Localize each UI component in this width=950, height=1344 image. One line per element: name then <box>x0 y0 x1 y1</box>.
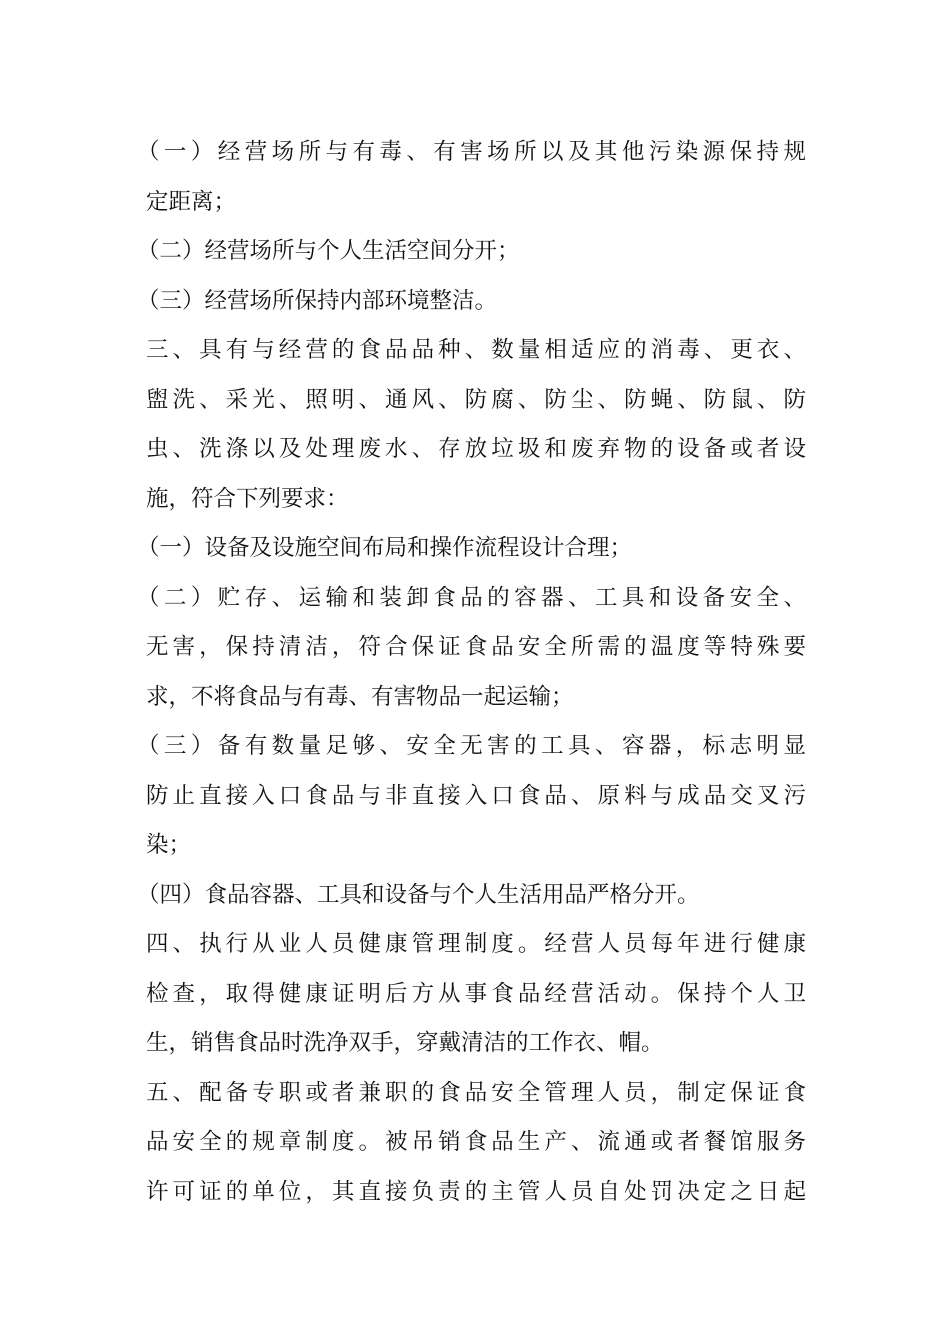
text-line: 无害，保持清洁，符合保证食品安全所需的温度等特殊要 <box>146 634 806 660</box>
text-line: （二）贮存、运输和装卸食品的容器、工具和设备安全、 <box>137 584 806 611</box>
text-line: 定距离； <box>146 188 237 215</box>
text-line: 施，符合下列要求： <box>146 485 349 512</box>
text-line: 盥洗、采光、照明、通风、防腐、防尘、防蝇、防鼠、防 <box>146 386 806 413</box>
text-line: （一）设备及设施空间布局和操作流程设计合理； <box>137 535 633 561</box>
text-line: （三）备有数量足够、安全无害的工具、容器，标志明显 <box>137 733 806 759</box>
text-line: 防止直接入口食品与非直接入口食品、原料与成品交叉污 <box>146 782 806 809</box>
text-line: 虫、洗涤以及处理废水、存放垃圾和废弃物的设备或者设 <box>146 436 806 462</box>
text-line: （二）经营场所与个人生活空间分开； <box>137 238 520 264</box>
text-line: 品安全的规章制度。被吊销食品生产、流通或者餐馆服务 <box>146 1129 806 1155</box>
text-line: 五、配备专职或者兼职的食品安全管理人员，制定保证食 <box>146 1079 806 1106</box>
text-line: 四、执行从业人员健康管理制度。经营人员每年进行健康 <box>146 931 806 957</box>
text-line: 生，销售食品时洗净双手，穿戴清洁的工作衣、帽。 <box>146 1030 664 1056</box>
text-line: 染； <box>146 832 192 858</box>
text-line: 许可证的单位，其直接负责的主管人员自处罚决定之日起 <box>146 1178 806 1205</box>
text-line: 求，不将食品与有毒、有害物品一起运输； <box>146 683 574 710</box>
text-line: （三）经营场所保持内部环境整洁。 <box>137 287 498 314</box>
text-line: 检查，取得健康证明后方从事食品经营活动。保持个人卫 <box>146 980 806 1007</box>
text-line: （一）经营场所与有毒、有害场所以及其他污染源保持规 <box>137 139 806 165</box>
text-line: （四）食品容器、工具和设备与个人生活用品严格分开。 <box>137 881 700 908</box>
document-body <box>137 128 806 1217</box>
text-line: 三、具有与经营的食品品种、数量相适应的消毒、更衣、 <box>146 337 806 363</box>
